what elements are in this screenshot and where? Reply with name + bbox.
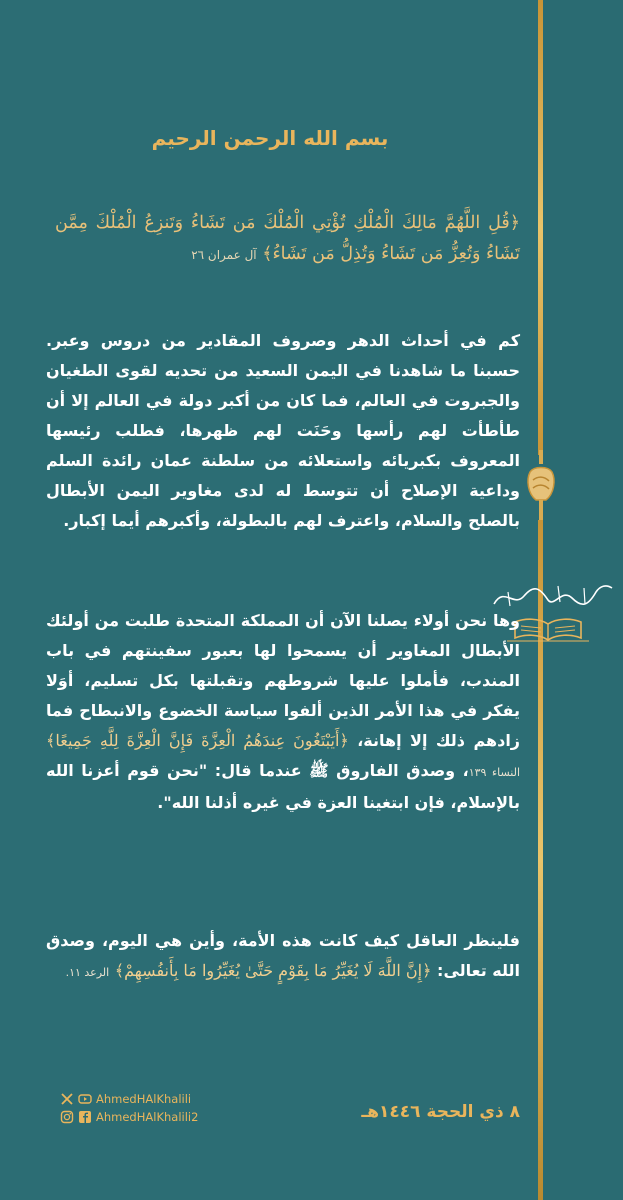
paragraph-3-text-before: فلينظر العاقل كيف كانت هذه الأمة، وأين هي اليوم، وصدق الله تعالى: [46, 931, 520, 980]
verse-reference: آل عمران ٢٦ [191, 248, 257, 262]
handle-x-youtube[interactable]: AhmedHAlKhalili [96, 1092, 192, 1106]
facebook-icon[interactable] [78, 1110, 92, 1124]
clasp-hands-icon [524, 450, 558, 522]
paragraph-2-text-after: ، وصدق الفاروق ﷺ عندما قال: "نحن قوم أعزنا الله بالإسلام، فإن ابتغينا العزة في غيره أذلنا الله". [46, 761, 520, 812]
youtube-icon[interactable] [78, 1092, 92, 1106]
paragraph-3-quran: ﴿إِنَّ اللَّهَ لَا يُغَيِّرُ مَا بِقَوْمٍ حَتَّىٰ يُغَيِّرُوا مَا بِأَنفُسِهِمْ﴾ [114, 961, 432, 980]
opening-verse [55, 208, 520, 271]
handle-instagram-facebook[interactable]: AhmedHAlKhalili2 [96, 1110, 199, 1124]
paragraph-2-quran: ﴿أَيَبْتَغُونَ عِندَهُمُ الْعِزَّةَ فَإِنَّ الْعِزَّةَ لِلَّهِ جَمِيعًا﴾ [46, 731, 349, 750]
paragraph-2-text-before: وها نحن أولاء يصلنا الآن أن المملكة المتحدة طلبت من أولئك الأبطال المغاوير أن يسمحوا لها بعبور سفينتهم في باب المندب، فأملوا عليها شروطهم وتقبلتها بكل تسليم، أوَلا يفكر في هذا الأمر الذين ألفوا سياسة الخضوع والانبطاح فما زادهم ذلك إلا إهانة، [46, 611, 521, 750]
hijri-date: ٨ ذي الحجة ١٤٤٦هـ [361, 1102, 520, 1122]
paragraph-3 [46, 926, 520, 988]
instagram-icon[interactable] [60, 1110, 74, 1124]
paragraph-1: كم في أحداث الدهر وصروف المقادير من دروس وعبر. حسبنا ما شاهدنا في اليمن السعيد من تحديه لقوى الطغيان والجبروت في العالم، فما كان من أكبر دولة في العالم إلا أن طأطأت لهم رأسها وحَنَت لهم ظهرها، فطلب رئيسها المعروف بكبريائه واستعلائه من سلطنة عمان رائدة السلم وداعية الإصلاح أن تتوسط له لدى مغاوير اليمن الأبطال بالصلح والسلام، واعترف لهم بالبطولة، وأكبرهم أيما إكبار. [46, 331, 520, 530]
social-row-instagram-facebook[interactable] [60, 1110, 198, 1124]
verse-text: ﴿قُلِ اللَّهُمَّ مَالِكَ الْمُلْكِ تُؤْتِي الْمُلْكَ مَن تَشَاءُ وَتَنزِعُ الْمُلْكَ مِمَّن تَشَاءُ وَتُعِزُّ مَن تَشَاءُ وَتُذِلُّ مَن تَشَاءُ﴾ [55, 213, 520, 264]
x-icon[interactable] [60, 1092, 74, 1106]
basmala-heading: بسم الله الرحمن الرحيم [151, 126, 389, 150]
social-row-x-youtube[interactable] [60, 1092, 191, 1106]
gold-rule-top [538, 0, 543, 455]
paragraph-2 [46, 606, 520, 818]
paragraph-2-quran-reference: النساء ١٣٩ [468, 766, 521, 779]
paragraph-3-quran-reference: الرعد ١١. [65, 966, 110, 979]
